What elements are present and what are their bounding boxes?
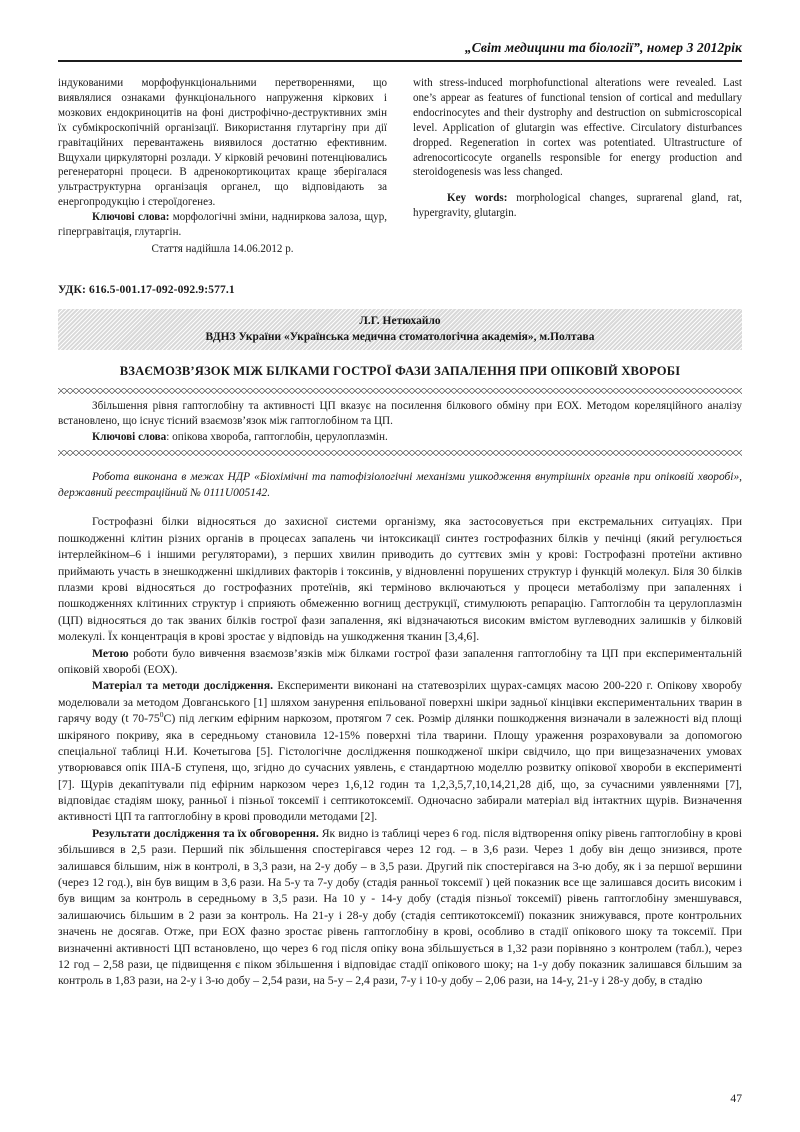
abstract-ukrainian-keywords [58, 210, 387, 240]
results-run-in-heading: Результати дослідження та їх обговорення. [92, 826, 319, 840]
received-date: Стаття надійшла 14.06.2012 р. [151, 242, 294, 255]
keywords-value-english: morphological changes, suprarenal gland, rat, hypergravity, glutargin. [413, 192, 742, 220]
results-text: Як видно із таблиці через 6 год. після відтворення опіку рівень гаптоглобіну в крові збільшився в 2,5 рази. Перший пік збільшення спостерігався через 12 год. – в 3,6 рази. Через 1 добу він дещо знизився, проте залишався більшим, ніж в контролі, в 3,3 рази, на 2-у добу – в 3,5 рази. Другий пік спостерігався на 3-ю добу, як і за першої вершини (через 12 год.), він був вищим в 3,6 рази. На 5-у та 7-у добу (стадія ранньої токсемії ) цей показник все ще залишався досить високим і був вищим за контроль в середньому в 3,5 рази. На 10 у - 14-у добу (стадія пізньої токсемії) рівень гаптоглобіну зменшувався, залишаючись більшим в 2 рази за контроль. На 21-у і 28-у добу (стадія септикотоксемії) показник знижувався, проте контрольних значень не досягав. Отже, при ЕОХ фазно зростає рівень гаптоглобіну в крові, особливо в стадії опікового шоку та токсемії. При визначенні активності ЦП встановлено, що через 6 год після опіку вона збільшується в 1,32 рази порівняно з контролем (табл.), через 12 год – 2,58 рази, це підвищення є піком збільшення і відповідає стадії опікового шоку; на 1-у добу показник залишався більшим за контроль в 1,83 рази, на 2-у і 3-ю добу – 2,54 рази, на 5-у – 2,4 рази, 7-у і 10-у добу – 2,06 рази, на 14-у, 21-у і 28-у добу, в стадію [58, 826, 742, 988]
abstract-column-ukrainian [58, 76, 387, 257]
article-body [58, 514, 742, 989]
udc-code: УДК: 616.5-001.17-092-092.9:577.1 [58, 282, 235, 296]
running-head: „Світ медицини та біології”, номер 3 2012рік [464, 40, 742, 55]
abstract-english-keywords [413, 191, 742, 221]
body-paragraph-results [58, 826, 742, 990]
article-summary [58, 399, 742, 445]
methods-run-in-heading: Матеріал та методи дослідження. [92, 679, 274, 693]
aim-run-in-heading: Метою [92, 646, 129, 660]
header-rule [58, 60, 742, 62]
summary-paragraph: Збільшення рівня гаптоглобіну та активності ЦП вказує на посилення білкового обміну при ЕОХ. Методом кореляційного аналізу встановлено, що існує тісний взаємозв’язок між гаптоглобіном та ЦП. [58, 400, 742, 428]
zigzag-rule-bottom [58, 450, 742, 456]
aim-text: роботи було вивчення взаємозв’язків між білками гострої фази запалення гаптоглобіну та ЦП при експериментальній опіковій хворобі (ЕОХ). [58, 646, 742, 676]
funding-text: Робота виконана в межах НДР «Біохімічні та патофізіологічні механізми ушкодження внутрішніх органів при опіковій хворобі», державний реєстраційний № 0111U005142. [58, 470, 742, 499]
author-affiliation: ВДНЗ України «Українська медична стоматологічна академія», м.Полтава [205, 331, 595, 344]
funding-note [58, 470, 742, 501]
summary-keywords [58, 430, 742, 445]
body-paragraph-methods [58, 678, 742, 826]
page-number: 47 [730, 1092, 742, 1105]
keywords-label-english: Key words: [447, 192, 508, 205]
keywords-value-ukrainian: морфологічні зміни, надниркова залоза, щур, гіпергравітація, глутаргін. [58, 211, 387, 239]
author-affiliation-banner [58, 309, 742, 350]
article-title: ВЗАЄМОЗВ’ЯЗОК МІЖ БІЛКАМИ ГОСТРОЇ ФАЗИ ЗАПАЛЕННЯ ПРИ ОПІКОВІЙ ХВОРОБІ [119, 364, 681, 379]
methods-text-b: С) під легким ефірним наркозом, протягом 7 сек. Розмір ділянки пошкодження визначали в залежності від площі шкіряного покриву, яка в середньому становила 12-15% поверхні тіла тварини. Площу ураження розраховували за допомогою спеціальної таблиці Н.И. Кочетыгова [5]. Гістологічне дослідження пошкодженої шкіри свідчило, що при вищезазначених умовах утворювався опік ІІІА-Б ступеня, що, згідно до сучасних уявлень, є стандартною моделлю розвитку опікової хвороби в експерименті [7]. Щурів декапітували під ефірним наркозом через 1,6,12 годин та 1,2,3,5,7,10,14,21,28 діб, що, за сучасними уявленнями [7], відповідає стадіям шоку, ранньої і пізньої токсемії і септикотоксемії. Одночасно забирали матеріал від інтактних щурів. Визначення активності ЦП та гаптоглобіну в крові проводили методами [2]. [58, 712, 742, 824]
keywords-label-ukrainian: Ключові слова: [92, 211, 170, 224]
degree-superscript: 0 [159, 710, 164, 720]
summary-keywords-label: Ключові слова [92, 430, 167, 443]
author-name: Л.Г. Нетюхайло [359, 314, 441, 327]
summary-keywords-value: : опікова хвороба, гаптоглобін, церулоплазмін. [166, 430, 388, 443]
methods-text-a: Експерименти виконані на статевозрілих щурах-самцях масою 200-220 г. Опікову хворобу моделювали за методом Довганського [1] шляхом занурення епільованої поверхні шкіри задньої кінцівки експериментальних тварин в гарячу воду (t 70-75 [58, 679, 742, 726]
body-paragraph-aim [58, 646, 742, 679]
abstract-column-english [413, 76, 742, 257]
received-date-wrap [58, 242, 387, 257]
abstract-ukrainian-body: індукованими морфофункціональними перетвореннями, що виявлялися ознаками функціонального напруження кіркових і мозкових ендокриноцитів на фоні дистрофічно-деструктивних змін їх субмікроскопічній організації. Використання глутаргіну при дії гравітаційних перевантажень виявилося достатню ефективним. Вщухали циркуляторні розлади. У кірковій речовині потенціювались регенераторні процеси. В адренокортикоцитах краще зберігалася ультраструктурна організація органел, що відповідають за енергопродукцію і стероїдогенез. [58, 77, 387, 209]
abstract-english-body: with stress-induced morphofunctional alterations were revealed. Last one’s appear as features of functional tension of cortical and medullary endocrinocytes and their dystrophy and destruction on submicroscopical level. Application of glutargin was effective. Circulatory disturbances dropped. Regeneration in cortex was potentiated. Ultrastructure of adrenocorticocyte organells responsible for energy production and steroidogenesis was less changed. [413, 77, 742, 179]
body-paragraph-intro: Гострофазні білки відносяться до захисної системи організму, яка застосовується при екстремальних ситуаціях. При пошкодженні клітин різних органів в процесах запалень чи інтоксикації синтез гострофазних білків у печінці (який регулюється інтерлейкіном–6 і іншими регуляторами), з перших хвилин приводить до суттєвих змін у крові: Гострофазні протеїни активно приймають участь в знешкодженні шкідливих факторів і токсинів, у відновленні порушених структур і функцій молекул. Біля 30 білків плазми крові відносяться до гострофазних протеїнів, які терміново включаються у процеси метаболізму при запаленнях і пошкодженнях клітинних структур і сприяють обмеженню вогнищ деструкції, стимулюють репарацію. Гаптоглобін та церулоплазмін (ЦП) відносяться до так званих білків гострої фази запалення, які відзначаються високим вмістом вуглеводних залишків у білковій молекулі. Їх концентрація в крові зростає у відповідь на ушкодження тканин [3,4,6]. [58, 515, 742, 644]
zigzag-rule-top [58, 388, 742, 394]
abstract-two-column-block [58, 76, 742, 257]
